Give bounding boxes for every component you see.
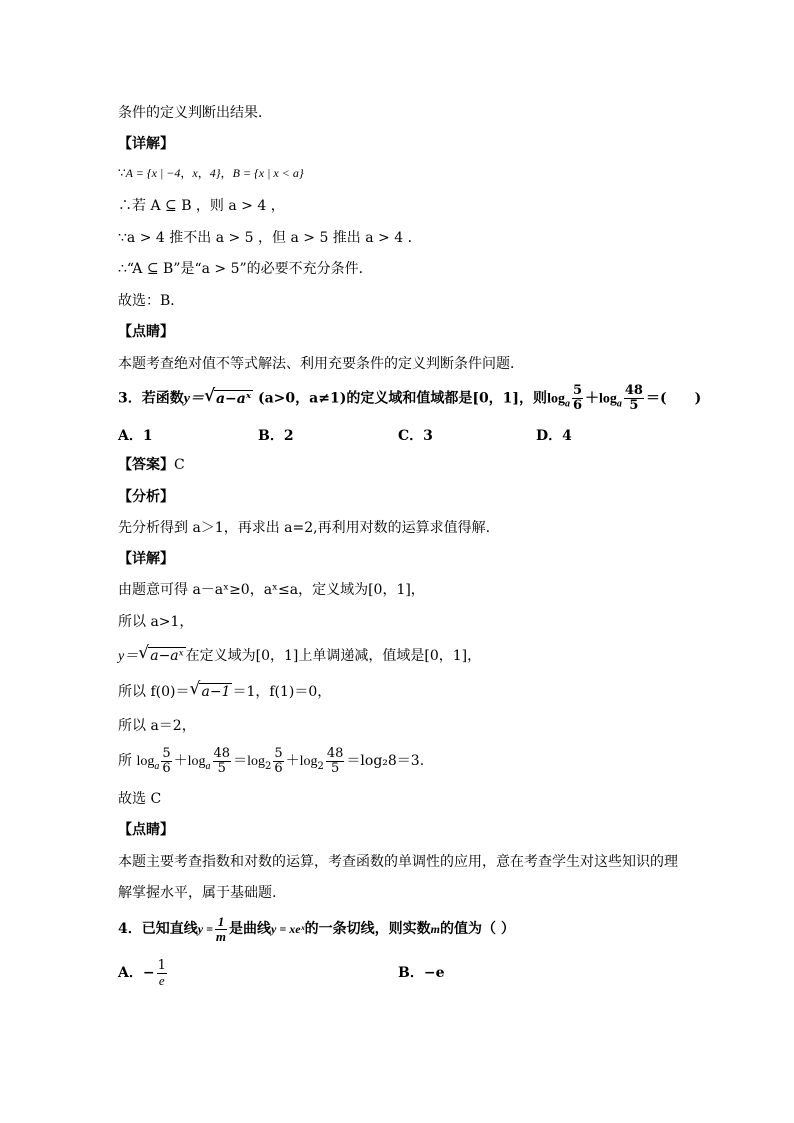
section-heading-comment-2: 【点睛】: [118, 822, 174, 838]
set-a-end: 4}: [209, 166, 221, 180]
because-symbol: ∵: [118, 166, 126, 180]
sqrt-expression: √ a−aˣ: [138, 643, 184, 664]
set-a-x: x: [192, 166, 198, 180]
comma: ，: [220, 166, 233, 180]
question-prefix: 3．若函数: [118, 390, 184, 407]
paragraph-text: 本题考查绝对值不等式解法、利用充要条件的定义判断条件问题．: [118, 356, 524, 372]
section-heading-analysis: 【分析】: [118, 489, 174, 505]
question-3-stem: 3．若函数y＝ √ a−aˣ (a>0，a≠1)的定义域和值域都是[0，1]，则$\log_a$ $\frac{5}{6}$ $+\log_a$ $\frac{48}{5}$ ＝( ): [118, 383, 702, 413]
option-d: D．4: [536, 428, 572, 444]
paragraph-text: 由题意可得 a－aˣ≥0，aˣ≤a，定义域为[0，1]，: [118, 582, 425, 598]
answer-line: [118, 455, 185, 475]
section-heading-comment: 【点睛】: [118, 324, 174, 340]
fraction-48-5: $\frac{48}{5}$: [624, 383, 643, 413]
question-4-stem: 4．已知直线y = $\frac{1}{m}$ 是曲线y = xeˣ的一条切线，则实数m的值为（ ）: [118, 913, 515, 944]
paragraph-text: 故选 C: [118, 791, 162, 807]
option-c: C．3: [398, 428, 433, 444]
answer-value: C: [174, 457, 185, 473]
option-b: B．−e: [398, 965, 445, 981]
paragraph-text: ∴若 A ⊆ B ，则 a > 4 ，: [118, 198, 285, 214]
option-a: A．1: [118, 428, 153, 444]
paragraph-text: 故选：B．: [118, 293, 185, 309]
paragraph-text: 条件的定义判断出结果．: [118, 105, 272, 121]
condition-text: (a>0，a≠1)的定义域和值域都是[0，1]，则: [257, 390, 548, 407]
paragraph-text: 所以 a>1，: [118, 614, 194, 630]
sqrt-expression: √ a−aˣ: [203, 385, 252, 407]
monotonic-line: y＝ √ a−aˣ 在定义域为[0，1]上单调递减，值域是[0，1]，: [118, 643, 482, 664]
sqrt-expression: √ a−1: [189, 679, 231, 700]
option-b: B．2: [258, 428, 294, 444]
stem-end: ＝( ): [645, 390, 702, 407]
set-a: A = {x | −4: [125, 166, 181, 180]
f-values-line: 所以 f(0)＝ √ a−1 ＝1，f(1)＝0，: [118, 679, 332, 700]
paragraph-text: 先分析得到 a＞1，再求出 a=2,再利用对数的运算求值得解.: [118, 520, 491, 536]
set-definition-line: ∵A = {x | −4，x，4}，B = {x | x < a}: [118, 166, 304, 180]
section-heading-detail: 【详解】: [118, 136, 174, 152]
option-a: A．− $\frac{1}{e}$: [118, 957, 166, 988]
set-b: B = {x | x < a}: [232, 166, 304, 180]
paragraph-text: 本题主要考查指数和对数的运算，考查函数的单调性的应用，意在考查学生对这些知识的理: [118, 854, 678, 870]
answer-label: 【答案】: [118, 457, 174, 473]
paragraph-text: ∵a > 4 推不出 a > 5 ，但 a > 5 推出 a > 4 ．: [118, 230, 422, 246]
fraction-5-6: $\frac{5}{6}$: [572, 383, 582, 413]
paragraph-text: 解掌握水平，属于基础题.: [118, 885, 277, 901]
log-computation-line: 所 $\log_a$ $\frac{5}{6}$ $+\log_a$ $\frac{48}{5}$ $=\log_2$ $\frac{5}{6}$ $+\log_2$ $\frac{48}{5}$ ＝log₂8＝3.: [118, 745, 425, 776]
paragraph-text: ∴“A ⊆ B”是“a > 5”的必要不充分条件．: [118, 261, 373, 277]
section-heading-detail-2: 【详解】: [118, 551, 174, 567]
paragraph-text: 所以 a＝2，: [118, 718, 196, 734]
y-eq: y＝: [183, 391, 204, 407]
